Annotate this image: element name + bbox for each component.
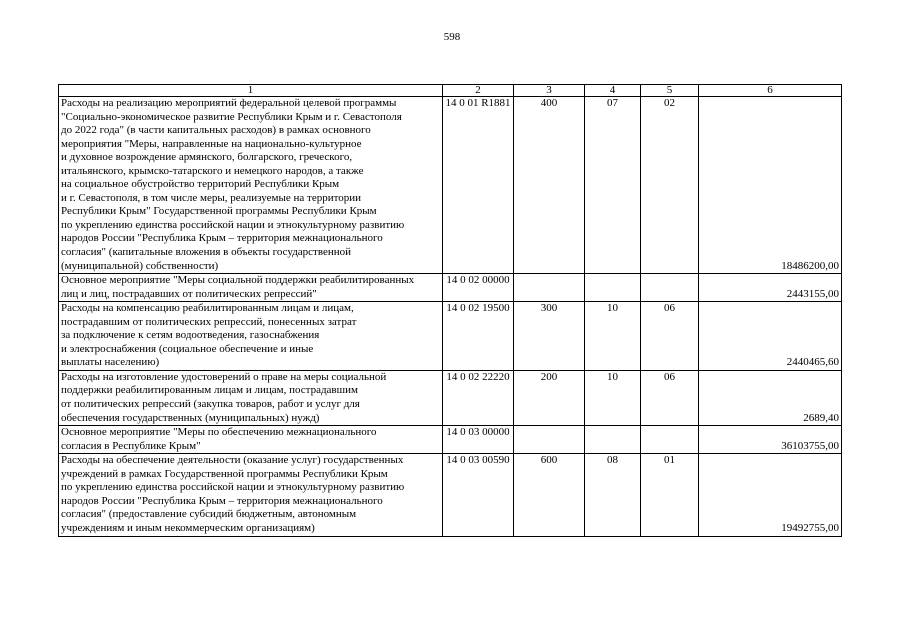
expense-name: Основное мероприятие "Меры социальной поддержки реабилитированных лиц и лиц, пострадавших от политических репрессий" [59,274,443,302]
table-row [59,454,842,536]
expense-type-code [514,426,585,454]
section-code: 10 [585,302,641,371]
target-article-code: 14 0 01 R1881 [443,97,514,274]
subsection-code [641,274,699,302]
section-code: 08 [585,454,641,536]
amount: 2440465,60 [699,302,842,371]
target-article-code: 14 0 02 19500 [443,302,514,371]
subsection-code: 01 [641,454,699,536]
expense-name: Расходы на компенсацию реабилитированным лицам и лицам, пострадавшим от политических репрессий, понесенных затрат за подключение к сетям водоотведения, газоснабжения и электроснабжения (социальное обеспечение и иные выплаты населению) [59,302,443,371]
target-article-code: 14 0 03 00590 [443,454,514,536]
target-article-code: 14 0 02 22220 [443,370,514,425]
table-row [59,274,842,302]
table-row [59,426,842,454]
amount: 2689,40 [699,370,842,425]
section-code [585,274,641,302]
target-article-code: 14 0 02 00000 [443,274,514,302]
subsection-code: 06 [641,302,699,371]
expense-name: Основное мероприятие "Меры по обеспечению межнационального согласия в Республике Крым" [59,426,443,454]
expense-type-code: 200 [514,370,585,425]
expense-type-code: 400 [514,97,585,274]
table-row [59,302,842,371]
page-number: 598 [443,31,461,43]
expense-name: Расходы на изготовление удостоверений о праве на меры социальной поддержки реабилитированным лицам и лицам, пострадавшим от политических репрессий (закупка товаров, работ и услуг для обеспечения государственных (муниципальных) нужд) [59,370,443,425]
column-header: 3 [514,85,585,97]
target-article-code: 14 0 03 00000 [443,426,514,454]
column-header: 5 [641,85,699,97]
amount: 19492755,00 [699,454,842,536]
section-code [585,426,641,454]
expense-type-code [514,274,585,302]
amount: 2443155,00 [699,274,842,302]
column-header: 6 [699,85,842,97]
column-header: 2 [443,85,514,97]
expense-name: Расходы на обеспечение деятельности (оказание услуг) государственных учреждений в рамках Государственной программы Республики Крым по укреплению единства российской нации и этнокультурному развитию народов России "Республика Крым – территория межнационального согласия" (предоставление субсидий бюджетным, автономным учреждениям и иным некоммерческим организациям) [59,454,443,536]
budget-table [58,84,842,537]
expense-type-code: 300 [514,302,585,371]
amount: 36103755,00 [699,426,842,454]
table-row [59,97,842,274]
expense-name: Расходы на реализацию мероприятий федеральной целевой программы "Социально-экономическое развитие Республики Крым и г. Севастополя до 2022 года" (в части капитальных расходов) в рамках основного мероприятия "Меры, направленные на национально-культурное и духовное возрождение армянского, болгарского, греческого, итальянского, крымско-татарского и немецкого народов, а также на социальное обустройство территорий Республики Крым и г. Севастополя, в том числе меры, реализуемые на территории Республики Крым" Государственной программы Республики Крым по укреплению единства российской нации и этнокультурному развитию народов России "Республика Крым – территория межнационального согласия" (капитальные вложения в объекты государственной (муниципальной) собственности) [59,97,443,274]
column-header: 1 [59,85,443,97]
table-row [59,370,842,425]
subsection-code: 06 [641,370,699,425]
column-header: 4 [585,85,641,97]
section-code: 07 [585,97,641,274]
amount: 18486200,00 [699,97,842,274]
section-code: 10 [585,370,641,425]
column-number-row [59,85,842,97]
expense-type-code: 600 [514,454,585,536]
subsection-code [641,426,699,454]
subsection-code: 02 [641,97,699,274]
